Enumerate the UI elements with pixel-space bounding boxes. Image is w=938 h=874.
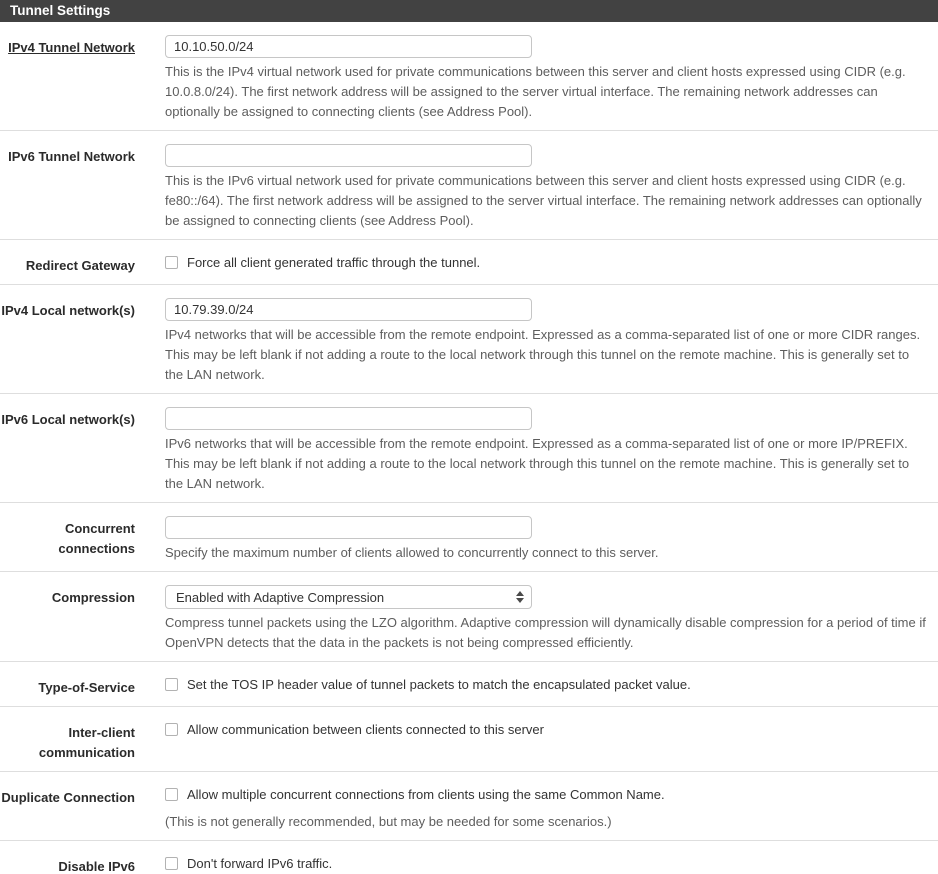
ipv6-local-networks-input[interactable] bbox=[165, 407, 532, 430]
redirect-gateway-checkbox-label: Force all client generated traffic through the tunnel. bbox=[187, 255, 481, 270]
ipv4-local-networks-input[interactable] bbox=[165, 298, 532, 321]
field-label-ipv6-tunnel-network: IPv6 Tunnel Network bbox=[8, 149, 135, 164]
inter-client-checkbox-label: Allow communication between clients connected to this server bbox=[187, 722, 544, 737]
inter-client-checkbox[interactable] bbox=[165, 723, 178, 736]
row-type-of-service bbox=[0, 662, 938, 707]
row-ipv4-local-networks bbox=[0, 285, 938, 394]
disable-ipv6-checkbox[interactable] bbox=[165, 857, 178, 870]
help-text-concurrent-connections: Specify the maximum number of clients allowed to concurrently connect to this server. bbox=[165, 545, 659, 560]
row-compression bbox=[0, 572, 938, 662]
help-text-ipv6-local-networks: IPv6 networks that will be accessible from the remote endpoint. Expressed as a comma-separated list of one or more IP/PREFIX. This may be left blank if not adding a route to the local network through this tunnel on the remote machine. This is generally set to the LAN network. bbox=[165, 436, 910, 491]
help-text-ipv4-tunnel-network: This is the IPv4 virtual network used for private communications between this server and client hosts expressed using CIDR (e.g. 10.0.8.0/24). The first network address will be assigned to the server virtual interface. The remaining network addresses can optionally be assigned to connecting clients (see Address Pool). bbox=[165, 64, 906, 119]
tos-checkbox-label: Set the TOS IP header value of tunnel packets to match the encapsulated packet value. bbox=[187, 677, 691, 692]
row-ipv6-local-networks bbox=[0, 394, 938, 503]
disable-ipv6-checkbox-label: Don't forward IPv6 traffic. bbox=[187, 856, 333, 871]
row-redirect-gateway bbox=[0, 240, 938, 285]
field-label-redirect-gateway: Redirect Gateway bbox=[25, 258, 135, 273]
field-label-ipv6-local-networks: IPv6 Local network(s) bbox=[1, 412, 135, 427]
field-label-ipv4-local-networks: IPv4 Local network(s) bbox=[1, 303, 135, 318]
panel-title: Tunnel Settings bbox=[0, 0, 938, 22]
row-ipv6-tunnel-network bbox=[0, 131, 938, 240]
field-label-duplicate-connection: Duplicate Connection bbox=[1, 790, 135, 805]
select-arrows-icon bbox=[516, 591, 524, 603]
help-text-compression: Compress tunnel packets using the LZO algorithm. Adaptive compression will dynamically disable compression for a period of time if OpenVPN detects that the data in the packets is not being compressed efficiently. bbox=[165, 615, 926, 650]
tos-checkbox[interactable] bbox=[165, 678, 178, 691]
row-duplicate-connection bbox=[0, 772, 938, 841]
row-inter-client-communication bbox=[0, 707, 938, 772]
ipv4-tunnel-network-input[interactable] bbox=[165, 35, 532, 58]
row-ipv4-tunnel-network bbox=[0, 22, 938, 131]
duplicate-connection-checkbox[interactable] bbox=[165, 788, 178, 801]
field-label-concurrent-connections: Concurrent connections bbox=[58, 521, 135, 556]
compression-select[interactable] bbox=[165, 585, 532, 609]
field-label-disable-ipv6: Disable IPv6 bbox=[58, 859, 135, 874]
field-label-ipv4-tunnel-network: IPv4 Tunnel Network bbox=[8, 40, 135, 55]
help-text-ipv4-local-networks: IPv4 networks that will be accessible from the remote endpoint. Expressed as a comma-separated list of one or more CIDR ranges. This may be left blank if not adding a route to the local network through this tunnel on the remote machine. This is generally set to the LAN network. bbox=[165, 327, 921, 382]
concurrent-connections-input[interactable] bbox=[165, 516, 532, 539]
help-text-ipv6-tunnel-network: This is the IPv6 virtual network used for private communications between this server and client hosts expressed using CIDR (e.g. fe80::/64). The first network address will be assigned to the server virtual interface. The remaining network addresses can optionally be assigned to connecting clients (see Address Pool). bbox=[165, 173, 922, 228]
field-label-type-of-service: Type-of-Service bbox=[38, 680, 135, 695]
row-concurrent-connections bbox=[0, 503, 938, 572]
compression-select-value: Enabled with Adaptive Compression bbox=[176, 589, 385, 605]
ipv6-tunnel-network-input[interactable] bbox=[165, 144, 532, 167]
field-label-inter-client-communication: Inter-client communication bbox=[38, 725, 135, 760]
duplicate-connection-note: (This is not generally recommended, but may be needed for some scenarios.) bbox=[165, 814, 612, 829]
field-label-compression: Compression bbox=[51, 590, 135, 605]
redirect-gateway-checkbox[interactable] bbox=[165, 256, 178, 269]
duplicate-connection-checkbox-label: Allow multiple concurrent connections from clients using the same Common Name. bbox=[187, 787, 665, 802]
row-disable-ipv6 bbox=[0, 841, 938, 874]
